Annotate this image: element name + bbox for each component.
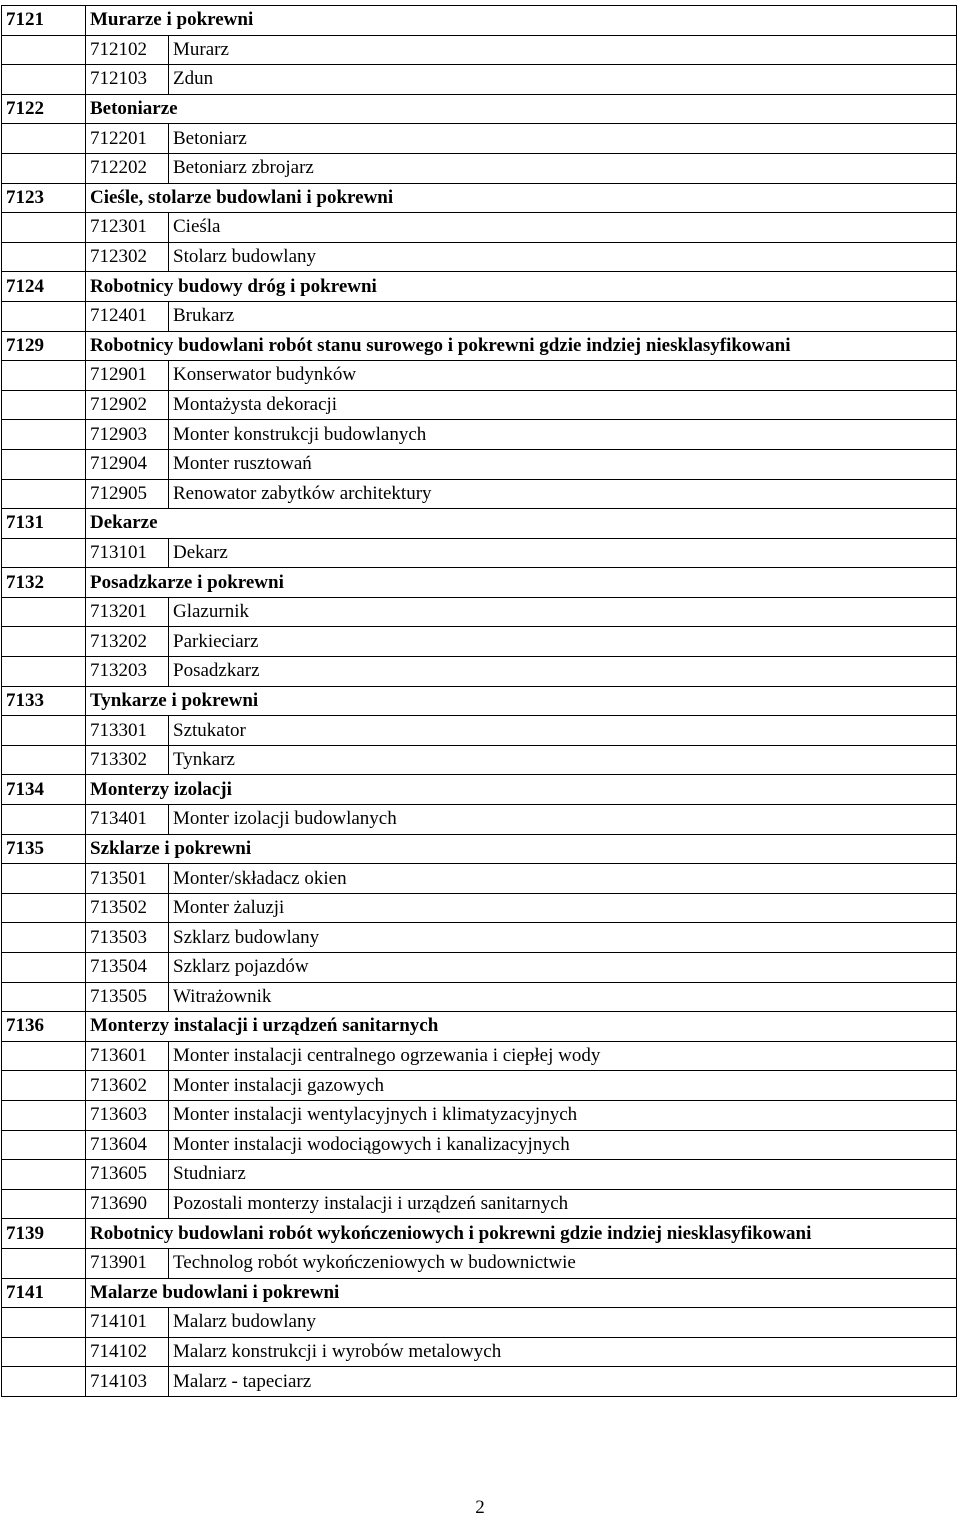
occupation-code: 713901 (86, 1248, 169, 1278)
occupation-row (2, 242, 957, 272)
occupation-code: 713504 (86, 953, 169, 983)
group-row (2, 272, 957, 302)
empty-cell (2, 1160, 86, 1190)
occupation-name: Murarz (169, 35, 957, 65)
group-code: 7135 (2, 834, 86, 864)
empty-cell (2, 1308, 86, 1338)
empty-cell (2, 805, 86, 835)
occupation-row (2, 1308, 957, 1338)
occupation-name: Technolog robót wykończeniowych w budownictwie (169, 1248, 957, 1278)
occupation-row (2, 1071, 957, 1101)
occupation-row (2, 538, 957, 568)
group-code: 7139 (2, 1219, 86, 1249)
occupation-code: 713202 (86, 627, 169, 657)
occupation-row (2, 213, 957, 243)
occupation-row (2, 479, 957, 509)
occupation-name: Glazurnik (169, 597, 957, 627)
table-body (2, 6, 957, 1397)
group-row (2, 509, 957, 539)
empty-cell (2, 124, 86, 154)
group-row (2, 686, 957, 716)
group-row (2, 331, 957, 361)
occupation-row (2, 953, 957, 983)
occupation-code: 713401 (86, 805, 169, 835)
occupation-row (2, 124, 957, 154)
group-name: Dekarze (86, 509, 957, 539)
occupation-row (2, 864, 957, 894)
group-name: Robotnicy budowy dróg i pokrewni (86, 272, 957, 302)
occupation-code: 712901 (86, 361, 169, 391)
empty-cell (2, 864, 86, 894)
occupation-name: Malarz - tapeciarz (169, 1367, 957, 1397)
occupation-name: Monter instalacji centralnego ogrzewania i ciepłej wody (169, 1041, 957, 1071)
occupation-row (2, 1041, 957, 1071)
group-code: 7121 (2, 6, 86, 36)
occupation-name: Zdun (169, 65, 957, 95)
occupation-name: Stolarz budowlany (169, 242, 957, 272)
empty-cell (2, 953, 86, 983)
occupation-name: Witrażownik (169, 982, 957, 1012)
occupation-code: 713602 (86, 1071, 169, 1101)
group-code: 7123 (2, 183, 86, 213)
group-code: 7131 (2, 509, 86, 539)
occupation-name: Dekarz (169, 538, 957, 568)
occupation-row (2, 893, 957, 923)
occupation-code: 713203 (86, 657, 169, 687)
group-code: 7133 (2, 686, 86, 716)
occupation-name: Monter rusztowań (169, 449, 957, 479)
occupation-name: Betoniarz zbrojarz (169, 153, 957, 183)
occupation-name: Monter izolacji budowlanych (169, 805, 957, 835)
group-name: Murarze i pokrewni (86, 6, 957, 36)
group-row (2, 6, 957, 36)
occupation-row (2, 1130, 957, 1160)
occupation-code: 714102 (86, 1337, 169, 1367)
group-row (2, 775, 957, 805)
empty-cell (2, 1189, 86, 1219)
occupation-code: 712905 (86, 479, 169, 509)
empty-cell (2, 923, 86, 953)
occupation-code: 712102 (86, 35, 169, 65)
empty-cell (2, 716, 86, 746)
occupation-name: Konserwator budynków (169, 361, 957, 391)
occupation-code: 713690 (86, 1189, 169, 1219)
occupation-row (2, 805, 957, 835)
empty-cell (2, 420, 86, 450)
occupation-name: Parkieciarz (169, 627, 957, 657)
occupation-code: 713605 (86, 1160, 169, 1190)
occupation-row (2, 420, 957, 450)
occupation-row (2, 657, 957, 687)
group-code: 7132 (2, 568, 86, 598)
group-code: 7124 (2, 272, 86, 302)
group-name: Malarze budowlani i pokrewni (86, 1278, 957, 1308)
group-name: Monterzy instalacji i urządzeń sanitarnych (86, 1012, 957, 1042)
group-row (2, 183, 957, 213)
occupation-name: Szklarz budowlany (169, 923, 957, 953)
occupation-name: Monter instalacji gazowych (169, 1071, 957, 1101)
occupation-row (2, 390, 957, 420)
empty-cell (2, 390, 86, 420)
occupation-code: 713502 (86, 893, 169, 923)
occupation-code: 712904 (86, 449, 169, 479)
occupation-code: 712103 (86, 65, 169, 95)
occupation-row (2, 153, 957, 183)
occupation-row (2, 65, 957, 95)
occupation-classification-table (1, 5, 957, 1397)
occupation-name: Malarz konstrukcji i wyrobów metalowych (169, 1337, 957, 1367)
occupation-code: 713101 (86, 538, 169, 568)
occupation-row (2, 449, 957, 479)
occupation-row (2, 301, 957, 331)
group-name: Tynkarze i pokrewni (86, 686, 957, 716)
empty-cell (2, 1100, 86, 1130)
empty-cell (2, 301, 86, 331)
occupation-code: 712202 (86, 153, 169, 183)
empty-cell (2, 1367, 86, 1397)
empty-cell (2, 1071, 86, 1101)
occupation-name: Monter żaluzji (169, 893, 957, 923)
occupation-name: Monter instalacji wentylacyjnych i klimatyzacyjnych (169, 1100, 957, 1130)
group-row (2, 834, 957, 864)
occupation-row (2, 1367, 957, 1397)
empty-cell (2, 213, 86, 243)
occupation-code: 713604 (86, 1130, 169, 1160)
occupation-name: Cieśla (169, 213, 957, 243)
occupation-row (2, 1189, 957, 1219)
group-row (2, 1278, 957, 1308)
occupation-row (2, 923, 957, 953)
occupation-name: Brukarz (169, 301, 957, 331)
group-row (2, 94, 957, 124)
group-name: Robotnicy budowlani robót stanu surowego i pokrewni gdzie indziej niesklasyfikowani (86, 331, 957, 361)
group-name: Robotnicy budowlani robót wykończeniowych i pokrewni gdzie indziej niesklasyfikowani (86, 1219, 957, 1249)
empty-cell (2, 627, 86, 657)
occupation-name: Montażysta dekoracji (169, 390, 957, 420)
empty-cell (2, 657, 86, 687)
occupation-code: 713201 (86, 597, 169, 627)
occupation-name: Tynkarz (169, 745, 957, 775)
group-code: 7129 (2, 331, 86, 361)
occupation-code: 714101 (86, 1308, 169, 1338)
occupation-code: 713503 (86, 923, 169, 953)
occupation-row (2, 627, 957, 657)
occupation-code: 713603 (86, 1100, 169, 1130)
empty-cell (2, 153, 86, 183)
group-row (2, 1219, 957, 1249)
empty-cell (2, 1130, 86, 1160)
occupation-code: 713302 (86, 745, 169, 775)
occupation-row (2, 1248, 957, 1278)
empty-cell (2, 1337, 86, 1367)
empty-cell (2, 1248, 86, 1278)
occupation-name: Sztukator (169, 716, 957, 746)
occupation-row (2, 361, 957, 391)
empty-cell (2, 242, 86, 272)
group-code: 7141 (2, 1278, 86, 1308)
occupation-code: 713301 (86, 716, 169, 746)
empty-cell (2, 1041, 86, 1071)
occupation-name: Renowator zabytków architektury (169, 479, 957, 509)
occupation-row (2, 35, 957, 65)
occupation-name: Monter konstrukcji budowlanych (169, 420, 957, 450)
occupation-row (2, 1160, 957, 1190)
occupation-code: 712903 (86, 420, 169, 450)
empty-cell (2, 982, 86, 1012)
occupation-row (2, 745, 957, 775)
occupation-code: 712302 (86, 242, 169, 272)
page-number: 2 (475, 1497, 485, 1518)
occupation-name: Posadzkarz (169, 657, 957, 687)
occupation-code: 712902 (86, 390, 169, 420)
group-row (2, 1012, 957, 1042)
occupation-code: 712301 (86, 213, 169, 243)
group-name: Posadzkarze i pokrewni (86, 568, 957, 598)
empty-cell (2, 361, 86, 391)
empty-cell (2, 479, 86, 509)
empty-cell (2, 893, 86, 923)
occupation-name: Monter instalacji wodociągowych i kanalizacyjnych (169, 1130, 957, 1160)
empty-cell (2, 538, 86, 568)
occupation-name: Monter/składacz okien (169, 864, 957, 894)
empty-cell (2, 35, 86, 65)
group-row (2, 568, 957, 598)
group-name: Cieśle, stolarze budowlani i pokrewni (86, 183, 957, 213)
empty-cell (2, 745, 86, 775)
occupation-row (2, 1337, 957, 1367)
group-code: 7134 (2, 775, 86, 805)
occupation-name: Studniarz (169, 1160, 957, 1190)
occupation-name: Malarz budowlany (169, 1308, 957, 1338)
occupation-row (2, 1100, 957, 1130)
occupation-code: 713501 (86, 864, 169, 894)
group-name: Monterzy izolacji (86, 775, 957, 805)
group-code: 7136 (2, 1012, 86, 1042)
occupation-name: Szklarz pojazdów (169, 953, 957, 983)
occupation-code: 713505 (86, 982, 169, 1012)
group-name: Szklarze i pokrewni (86, 834, 957, 864)
empty-cell (2, 597, 86, 627)
occupation-code: 712401 (86, 301, 169, 331)
occupation-code: 712201 (86, 124, 169, 154)
occupation-row (2, 716, 957, 746)
empty-cell (2, 449, 86, 479)
group-code: 7122 (2, 94, 86, 124)
occupation-row (2, 597, 957, 627)
occupation-code: 713601 (86, 1041, 169, 1071)
occupation-name: Betoniarz (169, 124, 957, 154)
occupation-code: 714103 (86, 1367, 169, 1397)
empty-cell (2, 65, 86, 95)
occupation-name: Pozostali monterzy instalacji i urządzeń sanitarnych (169, 1189, 957, 1219)
group-name: Betoniarze (86, 94, 957, 124)
occupation-row (2, 982, 957, 1012)
